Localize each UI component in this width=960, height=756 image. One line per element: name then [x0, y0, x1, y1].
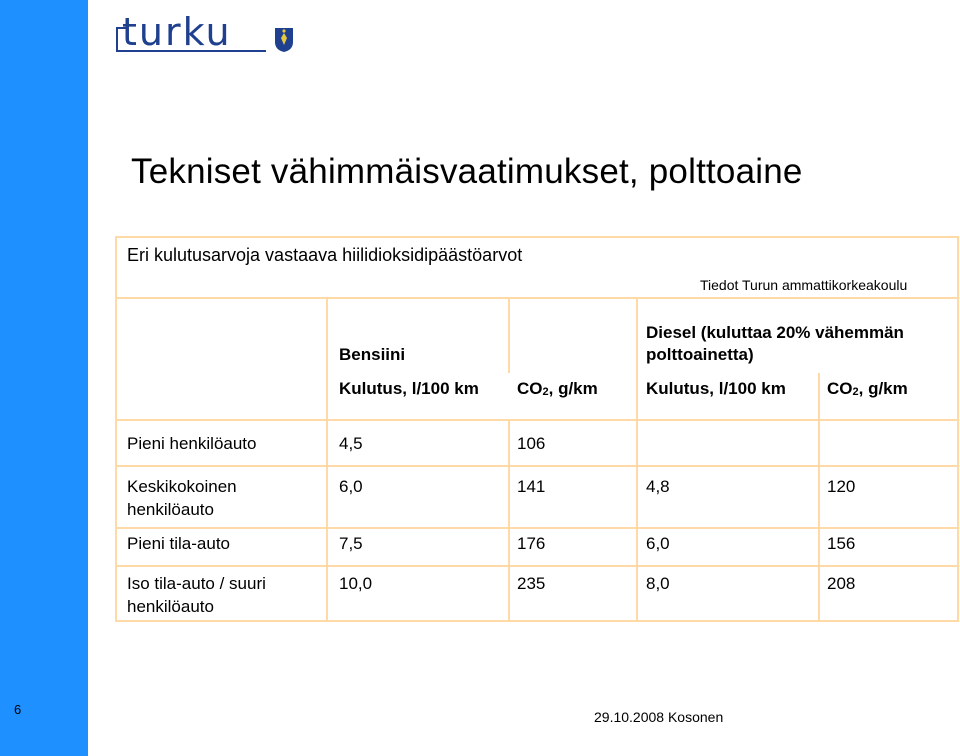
cell-diesel-consumption: 8,0 — [646, 574, 670, 593]
cell-petrol-consumption: 7,5 — [339, 534, 363, 553]
page-title: Tekniset vähimmäisvaatimukset, polttoaine — [131, 152, 803, 191]
side-accent-bar — [0, 0, 88, 756]
cell-diesel-co2: 120 — [827, 477, 856, 496]
cell-petrol-co2: 235 — [517, 574, 546, 593]
cell-petrol-consumption: 4,5 — [339, 434, 363, 453]
slide-number: 6 — [14, 702, 22, 717]
row-label: Pieni tila-auto — [127, 534, 231, 553]
subheader-petrol-consumption: Kulutus, l/100 km — [339, 379, 479, 398]
row-label-line2: henkilöauto — [127, 597, 214, 616]
subheader-diesel-co2: $CO_2$, g/km — [827, 379, 908, 398]
cell-diesel-co2: 208 — [827, 574, 856, 593]
header-petrol: Bensiini — [339, 345, 406, 364]
cell-petrol-consumption: 6,0 — [339, 477, 363, 496]
logo-text: turku — [122, 10, 232, 54]
header-diesel-line2: polttoainetta) — [646, 345, 754, 364]
table-caption: Eri kulutusarvoja vastaava hiilidioksidipäästöarvot — [127, 245, 523, 265]
subheader-diesel-consumption: Kulutus, l/100 km — [646, 379, 786, 398]
cell-diesel-consumption: 6,0 — [646, 534, 670, 553]
row-label: Iso tila-auto / suuri — [127, 574, 266, 593]
header-diesel-line1: Diesel (kuluttaa 20% vähemmän — [646, 323, 904, 342]
cell-petrol-co2: 106 — [517, 434, 546, 453]
source-note: Tiedot Turun ammattikorkeakoulu — [700, 277, 908, 293]
footer-date-author: 29.10.2008 Kosonen — [594, 709, 724, 725]
row-label: Keskikokoinen — [127, 477, 237, 496]
turku-crest-icon — [274, 27, 294, 53]
cell-petrol-consumption: 10,0 — [339, 574, 373, 593]
cell-petrol-co2: 176 — [517, 534, 546, 553]
cell-diesel-co2: 156 — [827, 534, 856, 553]
row-label-line2: henkilöauto — [127, 500, 214, 519]
row-label: Pieni henkilöauto — [127, 434, 257, 453]
cell-diesel-consumption: 4,8 — [646, 477, 670, 496]
subheader-petrol-co2: $CO_2$, g/km — [517, 379, 598, 398]
cell-petrol-co2: 141 — [517, 477, 546, 496]
